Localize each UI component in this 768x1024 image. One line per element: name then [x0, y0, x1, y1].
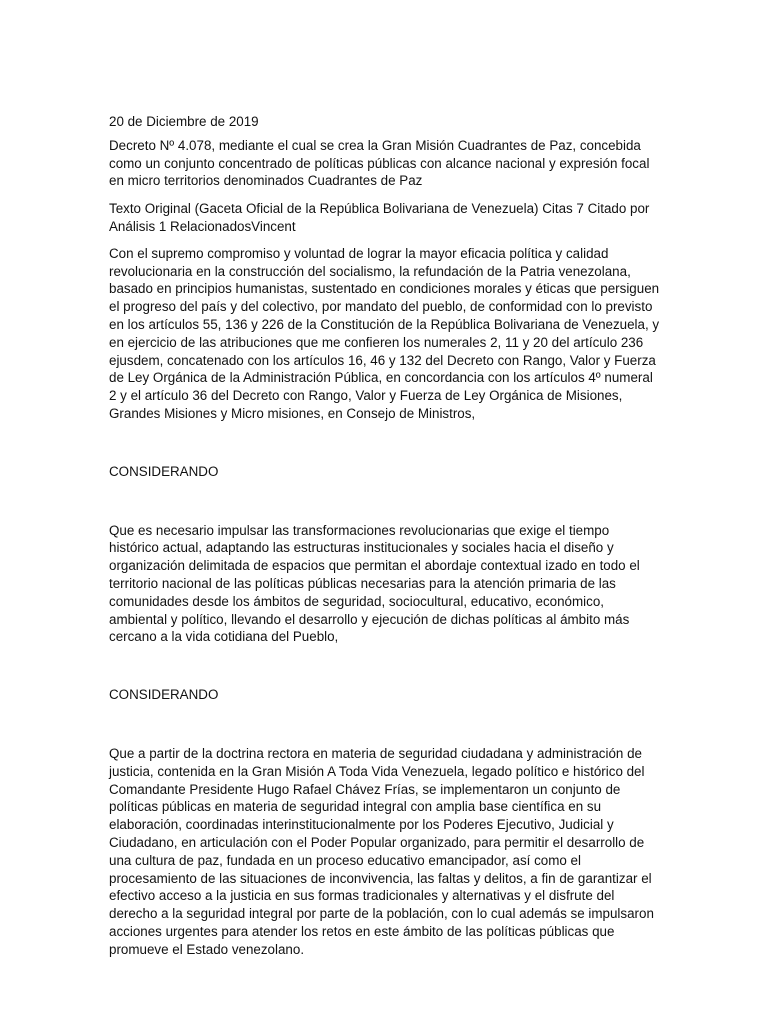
- preamble-paragraph: Con el supremo compromiso y voluntad de lograr la mayor eficacia política y calidad revolucionaria en la construcción del socialismo, la refundación de la Patria venezolana, basado en principios humanistas, sustentado en condiciones morales y éticas que persiguen el progreso del país y del colectivo, por mandato del pueblo, de conformidad con lo previsto en los artículos 55, 136 y 226 de la Constitución de la República Bolivariana de Venezuela, y en ejercicio de las atribuciones que me confieren los numerales 2, 11 y 20 del artículo 236 ejusdem, concatenado con los artículos 16, 46 y 132 del Decreto con Rango, Valor y Fuerza de Ley Orgánica de la Administración Pública, en concordancia con los artículos 4º numeral 2 y el artículo 36 del Decreto con Rango, Valor y Fuerza de Ley Orgánica de Misiones, Grandes Misiones y Micro misiones, en Consejo de Ministros,: [109, 245, 660, 421]
- document-page: [109, 113, 661, 958]
- considerando-text-2: Que a partir de la doctrina rectora en materia de seguridad ciudadana y administración de justicia, contenida en la Gran Misión A Toda Vida Venezuela, legado político e histórico del Comandante Presidente Hugo Rafael Chávez Frías, se implementaron un conjunto de políticas públicas en materia de seguridad integral con amplia base científica en su elaboración, coordinadas interinstitucionalmente por los Poderes Ejecutivo, Judicial y Ciudadano, en articulación con el Poder Popular organizado, para permitir el desarrollo de una cultura de paz, fundada en un proceso educativo emancipador, así como el procesamiento de las situaciones de inconvivencia, las faltas y delitos, a fin de garantizar el efectivo acceso a la justicia en sus formas tradicionales y alternativas y el disfrute del derecho a la seguridad integral por parte de la población, con lo cual además se impulsaron acciones urgentes para atender los retos en este ámbito de las políticas públicas que promueve el Estado venezolano.: [109, 745, 654, 957]
- source-line: Texto Original (Gaceta Oficial de la República Bolivariana de Venezuela) Citas 7 Citado por Análisis 1 RelacionadosVincent: [109, 201, 650, 234]
- decree-title: Decreto Nº 4.078, mediante el cual se crea la Gran Misión Cuadrantes de Paz, concebida como un conjunto concentrado de políticas públicas con alcance nacional y expresión focal en micro territorios denominados Cuadrantes de Paz: [109, 137, 650, 189]
- document-date: 20 de Diciembre de 2019: [109, 114, 259, 129]
- considerando-heading-1: CONSIDERANDO: [109, 463, 219, 479]
- considerando-text-1: Que es necesario impulsar las transformaciones revolucionarias que exige el tiempo histórico actual, adaptando las estructuras institucionales y sociales hacia el diseño y organización delimitada de espacios que permitan el abordaje contextual izado en todo el territorio nacional de las políticas públicas necesarias para la atención primaria de las comunidades desde los ámbitos de seguridad, sociocultural, educativo, económico, ambiental y político, llevando el desarrollo y ejecución de dichas políticas al ámbito más cercano a la vida cotidiana del Pueblo,: [109, 522, 640, 645]
- considerando-heading-2: CONSIDERANDO: [109, 687, 219, 703]
